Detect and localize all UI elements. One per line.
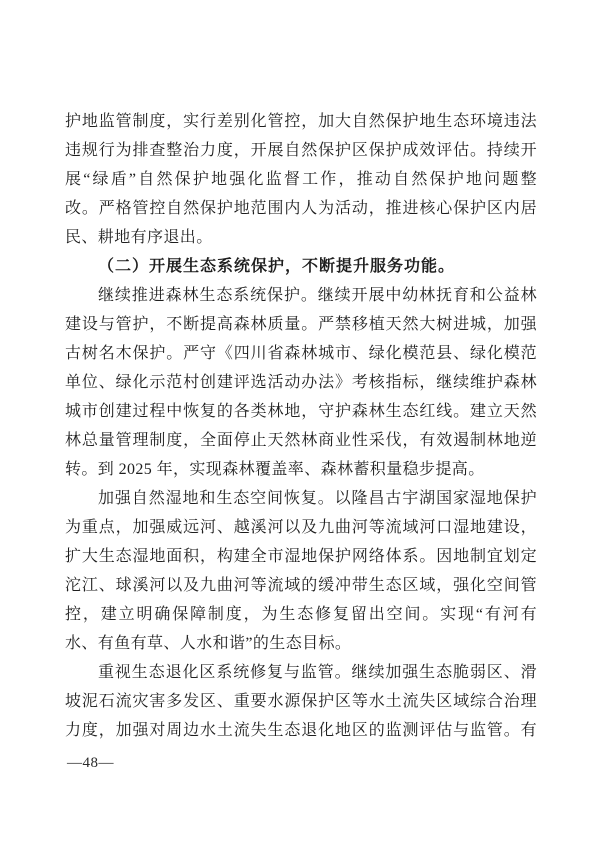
text-block	[65, 107, 537, 745]
text-line: 城市创建过程中恢复的各类林地，守护森林生态红线。建立天然	[65, 403, 537, 420]
text-line: 扩大生态湿地面积，构建全市湿地保护网络体系。因地制宜划定	[65, 548, 537, 565]
text-line: 控，建立明确保障制度，为生态修复留出空间。实现“有河有	[65, 606, 537, 623]
text-line: 改。严格管控自然保护地范围内人为活动，推进核心保护区内居	[65, 200, 537, 217]
text-line: 林总量管理制度，全面停止天然林商业性采伐，有效遏制林地逆	[65, 432, 537, 449]
page-number: —48—	[67, 755, 114, 771]
text-line: 古树名木保护。严守《四川省森林城市、绿化模范县、绿化模范	[65, 345, 537, 362]
text-line: 建设与管护，不断提高森林质量。严禁移植天然大树进城，加强	[65, 316, 537, 333]
heading-section-2	[65, 252, 537, 281]
text-line: 坡泥石流灾害多发区、重要水源保护区等水土流失区域综合治理	[65, 693, 537, 710]
text-line: 继续推进森林生态系统保护。继续开展中幼林抚育和公益林	[98, 287, 537, 304]
text-line: 违规行为排查整治力度，开展自然保护区保护成效评估。持续开	[65, 142, 537, 159]
text-line: 展“绿盾”自然保护地强化监督工作，推动自然保护地问题整	[65, 171, 537, 188]
paragraph-nature-reserve	[65, 107, 537, 252]
text-line: （二）开展生态系统保护，不断提升服务功能。	[98, 258, 456, 275]
text-line: 重视生态退化区系统修复与监管。继续加强生态脆弱区、滑	[98, 664, 537, 681]
text-line: 护地监管制度，实行差别化管控，加大自然保护地生态环境违法	[65, 113, 537, 130]
text-line: 单位、绿化示范村创建评选活动办法》考核指标，继续维护森林	[65, 374, 537, 391]
text-line: 水、有鱼有草、人水和谐”的生态目标。	[65, 635, 352, 652]
text-line: 沱江、球溪河以及九曲河等流域的缓冲带生态区域，强化空间管	[65, 577, 537, 594]
text-line: 民、耕地有序退出。	[65, 229, 213, 246]
text-line: 力度，加强对周边水土流失生态退化地区的监测评估与监管。有	[65, 722, 537, 739]
text-line: 为重点，加强威远河、越溪河以及九曲河等流域河口湿地建设，	[65, 519, 537, 536]
paragraph-degraded-area	[65, 658, 537, 745]
paragraph-forest-ecosystem	[65, 281, 537, 484]
text-line: 加强自然湿地和生态空间恢复。以隆昌古宇湖国家湿地保护	[98, 490, 537, 507]
text-line: 转。到 2025 年，实现森林覆盖率、森林蓄积量稳步提高。	[65, 461, 485, 478]
paragraph-wetland-restoration	[65, 484, 537, 658]
